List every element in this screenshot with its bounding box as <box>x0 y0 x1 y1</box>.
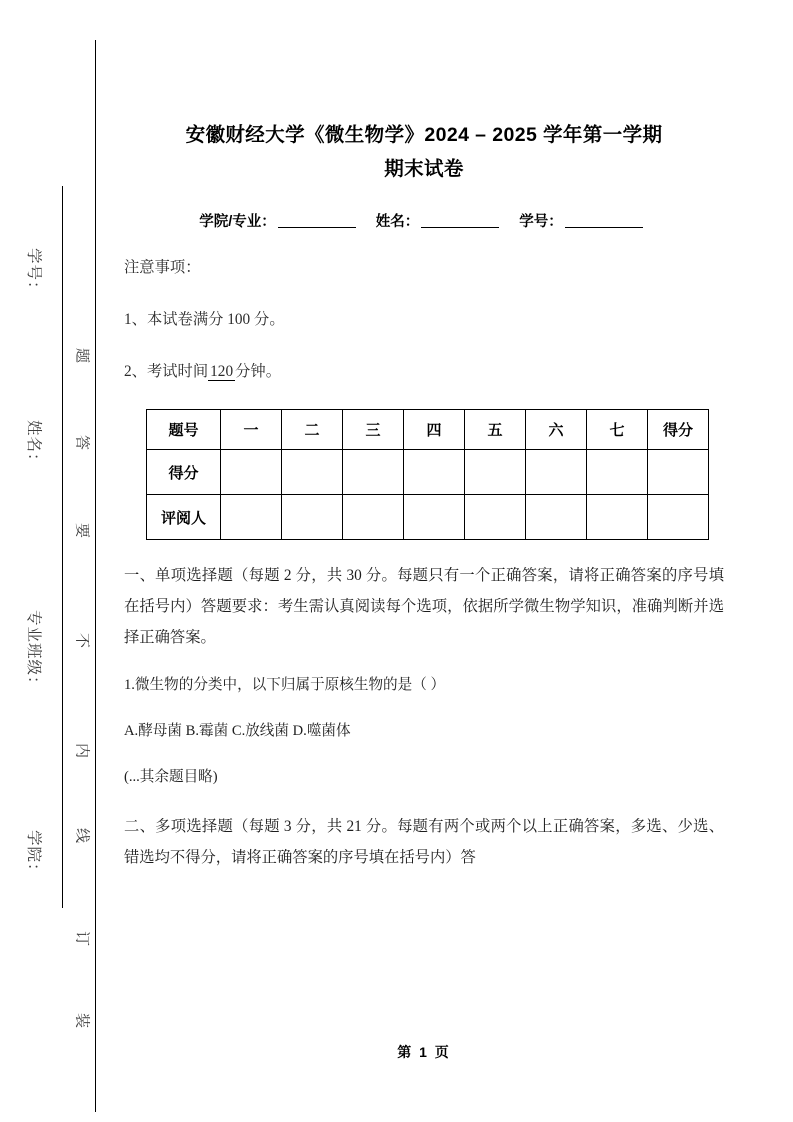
seal-notice-char-bu: 不 <box>73 632 90 648</box>
page-title-line1: 安徽财经大学《微生物学》2024 – 2025 学年第一学期 <box>185 124 663 146</box>
score-table-cell-2-2[interactable] <box>343 495 404 540</box>
score-table-cell-1-2[interactable] <box>343 450 404 495</box>
score-table-cell-2-5[interactable] <box>526 495 587 540</box>
score-table-cell-2-4[interactable] <box>465 495 526 540</box>
section-1-heading: 一、单项选择题（每题 2 分，共 30 分。每题只有一个正确答案，请将正确答案的序号填在括号内）答题要求：考生需认真阅读每个选项，依据所学微生物学知识，准确判断并选择正确答案。 <box>124 567 724 646</box>
score-table-cell-1-3[interactable] <box>404 450 465 495</box>
page-title <box>124 118 724 186</box>
name-field[interactable] <box>421 227 499 228</box>
student-info-row <box>124 210 724 231</box>
notice-item-1: 1、本试卷满分 100 分。 <box>124 311 285 328</box>
score-table-cell-1-4[interactable] <box>465 450 526 495</box>
score-table <box>146 409 709 540</box>
notice-heading: 注意事项： <box>124 259 201 276</box>
name-label: 姓名： <box>375 214 420 230</box>
score-table-row-label-0: 题号 <box>147 410 221 450</box>
sealing-line-vertical-rule <box>95 40 96 1112</box>
section-1-omitted-note: (...其余题目略) <box>124 769 218 785</box>
score-table-cell-2-3[interactable] <box>404 495 465 540</box>
page-footer <box>124 1042 724 1062</box>
score-table-cell-0-5: 六 <box>526 410 587 450</box>
seal-field-label-college: 学院： <box>25 830 42 880</box>
seal-notice-char-zhuang: 装 <box>73 1012 90 1028</box>
section-1-question-1-options: A.酵母菌 B.霉菌 C.放线菌 D.噬菌体 <box>124 723 351 739</box>
score-table-cell-0-1: 二 <box>282 410 343 450</box>
score-table-cell-1-1[interactable] <box>282 450 343 495</box>
score-table-cell-2-0[interactable] <box>221 495 282 540</box>
sealing-line-field-rule <box>62 186 63 908</box>
college-major-label: 学院/专业： <box>199 214 276 230</box>
sealing-line-margin <box>0 0 110 1122</box>
college-major-field[interactable] <box>278 227 356 228</box>
table-row <box>147 410 709 450</box>
score-table-cell-1-0[interactable] <box>221 450 282 495</box>
seal-notice-char-yao: 要 <box>73 522 90 538</box>
score-table-row-label-2: 评阅人 <box>147 495 221 540</box>
seal-field-label-name: 姓名： <box>25 420 42 470</box>
score-table-cell-0-6: 七 <box>587 410 648 450</box>
score-table-cell-2-1[interactable] <box>282 495 343 540</box>
table-row <box>147 450 709 495</box>
score-table-cell-2-7[interactable] <box>648 495 709 540</box>
section-1-question-1: 1.微生物的分类中，以下归属于原核生物的是（ ） <box>124 677 446 693</box>
score-table-cell-1-5[interactable] <box>526 450 587 495</box>
score-table-cell-1-7[interactable] <box>648 450 709 495</box>
score-table-cell-0-3: 四 <box>404 410 465 450</box>
score-table-cell-2-6[interactable] <box>587 495 648 540</box>
exam-content <box>124 0 724 873</box>
score-table-cell-0-4: 五 <box>465 410 526 450</box>
page-number: 第 1 页 <box>397 1044 451 1060</box>
section-2-heading: 二、多项选择题（每题 3 分，共 21 分。每题有两个或两个以上正确答案，多选、少选、错选均不得分，请将正确答案的序号填在括号内）答 <box>124 818 724 866</box>
student-id-field[interactable] <box>565 227 643 228</box>
seal-notice-char-xian: 线 <box>73 827 90 843</box>
seal-field-label-student-id: 学号： <box>25 248 42 298</box>
notice-item-2-suffix: 分钟。 <box>235 363 281 380</box>
seal-notice-char-ti: 题 <box>73 347 90 363</box>
page-title-line2: 期末试卷 <box>384 158 464 180</box>
notice-item-2 <box>124 357 724 387</box>
score-table-cell-0-0: 一 <box>221 410 282 450</box>
table-row <box>147 495 709 540</box>
seal-notice-char-ding: 订 <box>73 930 90 946</box>
seal-notice-char-da: 答 <box>73 434 90 450</box>
seal-notice-char-nei: 内 <box>73 742 90 758</box>
student-id-label: 学号： <box>519 214 563 230</box>
score-table-cell-0-2: 三 <box>343 410 404 450</box>
score-table-cell-0-7: 得分 <box>648 410 709 450</box>
notice-item-2-prefix: 2、考试时间 <box>124 363 209 380</box>
score-table-cell-1-6[interactable] <box>587 450 648 495</box>
exam-duration-value: 120 <box>210 363 234 380</box>
seal-field-label-class: 专业班级： <box>25 610 42 693</box>
score-table-row-label-1: 得分 <box>147 450 221 495</box>
score-table-container <box>146 409 724 540</box>
